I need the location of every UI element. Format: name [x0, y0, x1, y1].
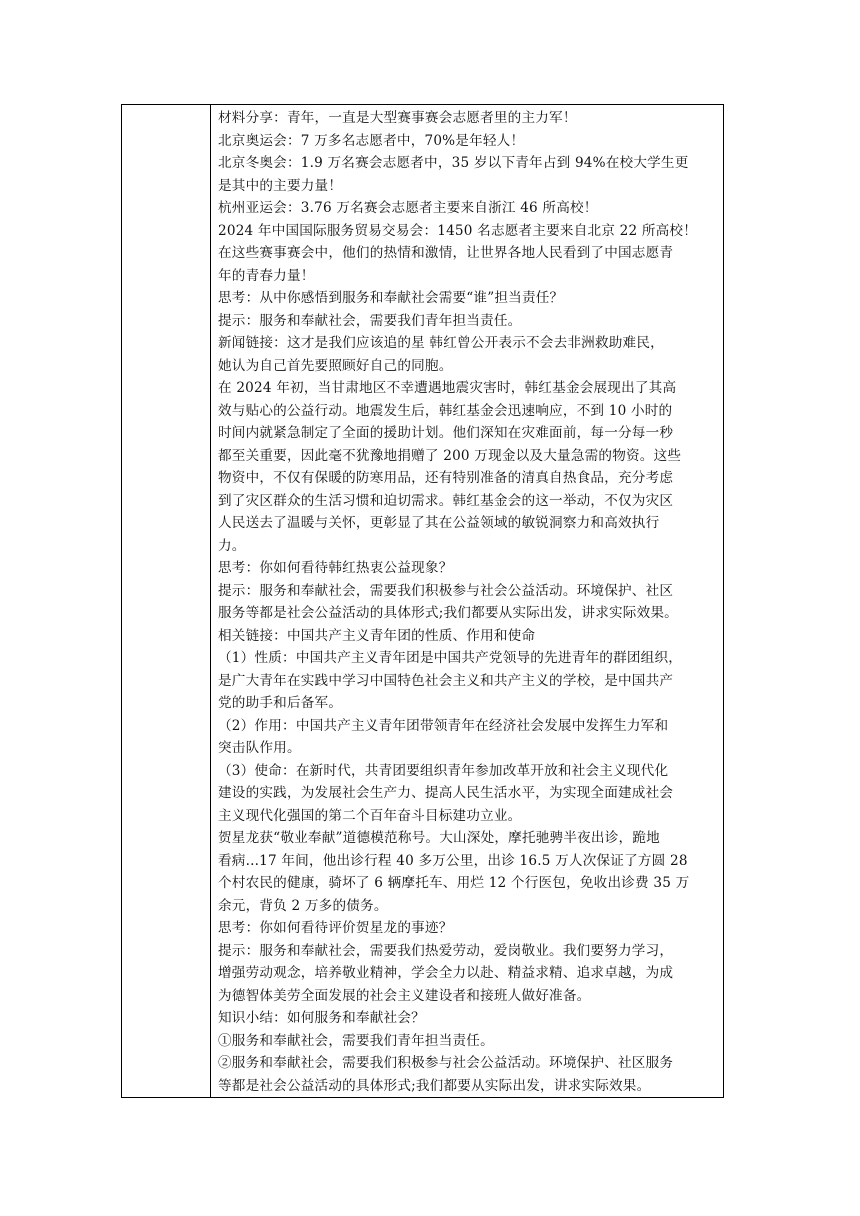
text-line: 相关链接：中国共产主义青年团的性质、作用和使命: [218, 627, 536, 644]
text-line: 看病...17 年间，他出诊行程 40 多万公里，出诊 16.5 万人次保证了方圆 28: [218, 852, 688, 869]
text-line: 杭州亚运会：3.76 万名赛会志愿者主要来自浙江 46 所高校！: [218, 200, 598, 216]
text-line: 建设的实践，为发展社会生产力、提高人民生活水平，为实现全面建成社会: [218, 785, 674, 801]
text-line: 思考：你如何看待评价贺星龙的事迹？: [218, 920, 453, 936]
text-line: 思考：你如何看待韩红热衷公益现象？: [218, 560, 453, 576]
text-line: 人民送去了温暖与关怀，更彰显了其在公益领域的敏锐洞察力和高效执行: [218, 515, 660, 531]
text-line: ①服务和奉献社会，需要我们青年担当责任。: [218, 1032, 494, 1049]
text-line: 年的青春力量！: [218, 267, 315, 284]
text-line: 在这些赛事赛会中，他们的热情和激情，让世界各地人民看到了中国志愿青: [218, 245, 674, 261]
text-line: 为德智体美劳全面发展的社会主义建设者和接班人做好准备。: [218, 987, 591, 1004]
text-line: 力。: [218, 537, 246, 554]
text-line: 主义现代化强国的第二个百年奋斗目标建功立业。: [218, 807, 522, 824]
text-line: 都至关重要，因此毫不犹豫地捐赠了 200 万现金以及大量急需的物资。这些: [218, 447, 682, 464]
text-line: 增强劳动观念，培养敬业精神，学会全力以赴、精益求精、追求卓越，为成: [218, 965, 674, 981]
text-line: （1）性质：中国共产主义青年团是中国共产党领导的先进青年的群团组织，: [218, 650, 683, 666]
text-line: 个村农民的健康，骑坏了 6 辆摩托车、用烂 12 个行医包，免收出诊费 35 万: [218, 875, 690, 891]
text-line: 是其中的主要力量！: [218, 177, 343, 194]
text-line: 材料分享：青年，一直是大型赛事赛会志愿者里的主力军！: [218, 110, 577, 126]
text-line: 北京冬奥会：1.9 万名赛会志愿者中，35 岁以下青年占到 94%在校大学生更: [218, 155, 689, 171]
text-line: 知识小结：如何服务和奉献社会？: [218, 1010, 425, 1026]
table-row: [122, 105, 724, 1098]
text-line: 在 2024 年初，当甘肃地区不幸遭遇地震灾害时，韩红基金会展现出了其高: [218, 380, 677, 396]
text-line: 是广大青年在实践中学习中国特色社会主义和共产主义的学校，是中国共产: [218, 672, 674, 689]
text-line: 新闻链接：这才是我们应该追的星 韩红曾公开表示不会去非洲救助难民，: [218, 335, 664, 351]
text-line: 提示：服务和奉献社会，需要我们热爱劳动，爱岗敬业。我们要努力学习，: [218, 942, 674, 959]
text-line: （2）作用：中国共产主义青年团带领青年在经济社会发展中发挥生力军和: [218, 717, 669, 734]
text-line: 贺星龙获“敬业奉献”道德模范称号。大山深处，摩托驰骋半夜出诊，跪地: [218, 830, 660, 846]
text-line: 思考：从中你感悟到服务和奉献社会需要“谁”担当责任？: [218, 290, 564, 306]
text-line: 到了灾区群众的生活习惯和迫切需求。韩红基金会的这一举动，不仅为灾区: [218, 492, 674, 509]
text-line: 等都是社会公益活动的具体形式;我们都要从实际出发，讲求实际效果。: [218, 1077, 651, 1094]
text-line: 党的助手和后备军。: [218, 695, 343, 711]
text-line: 提示：服务和奉献社会，需要我们青年担当责任。: [218, 312, 522, 329]
text-line: 物资中，不仅有保暖的防寒用品，还有特别准备的清真自热食品，充分考虑: [218, 470, 674, 486]
content-body: [211, 105, 723, 1097]
text-line: 2024 年中国国际服务贸易交易会：1450 名志愿者主要来自北京 22 所高校！: [218, 222, 698, 239]
text-line: 服务等都是社会公益活动的具体形式;我们都要从实际出发，讲求实际效果。: [218, 605, 678, 621]
text-line: 北京奥运会：7 万多名志愿者中，70%是年轻人！: [218, 132, 525, 149]
text-line: 效与贴心的公益行动。地震发生后，韩红基金会迅速响应，不到 10 小时的: [218, 402, 673, 419]
content-cell: [211, 105, 724, 1098]
text-line: 她认为自己首先要照顾好自己的同胞。: [218, 357, 453, 374]
text-line: 余元，背负 2 万多的债务。: [218, 897, 388, 914]
text-line: ②服务和奉献社会，需要我们积极参与社会公益活动。环境保护、社区服务: [218, 1055, 674, 1071]
document-table: [121, 104, 724, 1098]
text-line: （3）使命：在新时代，共青团要组织青年参加改革开放和社会主义现代化: [218, 762, 669, 779]
text-line: 突击队作用。: [218, 740, 301, 756]
text-line: 提示：服务和奉献社会，需要我们积极参与社会公益活动。环境保护、社区: [218, 582, 674, 599]
left-column-cell: [122, 105, 211, 1098]
text-line: 时间内就紧急制定了全面的援助计划。他们深知在灾难面前，每一分每一秒: [218, 425, 674, 441]
